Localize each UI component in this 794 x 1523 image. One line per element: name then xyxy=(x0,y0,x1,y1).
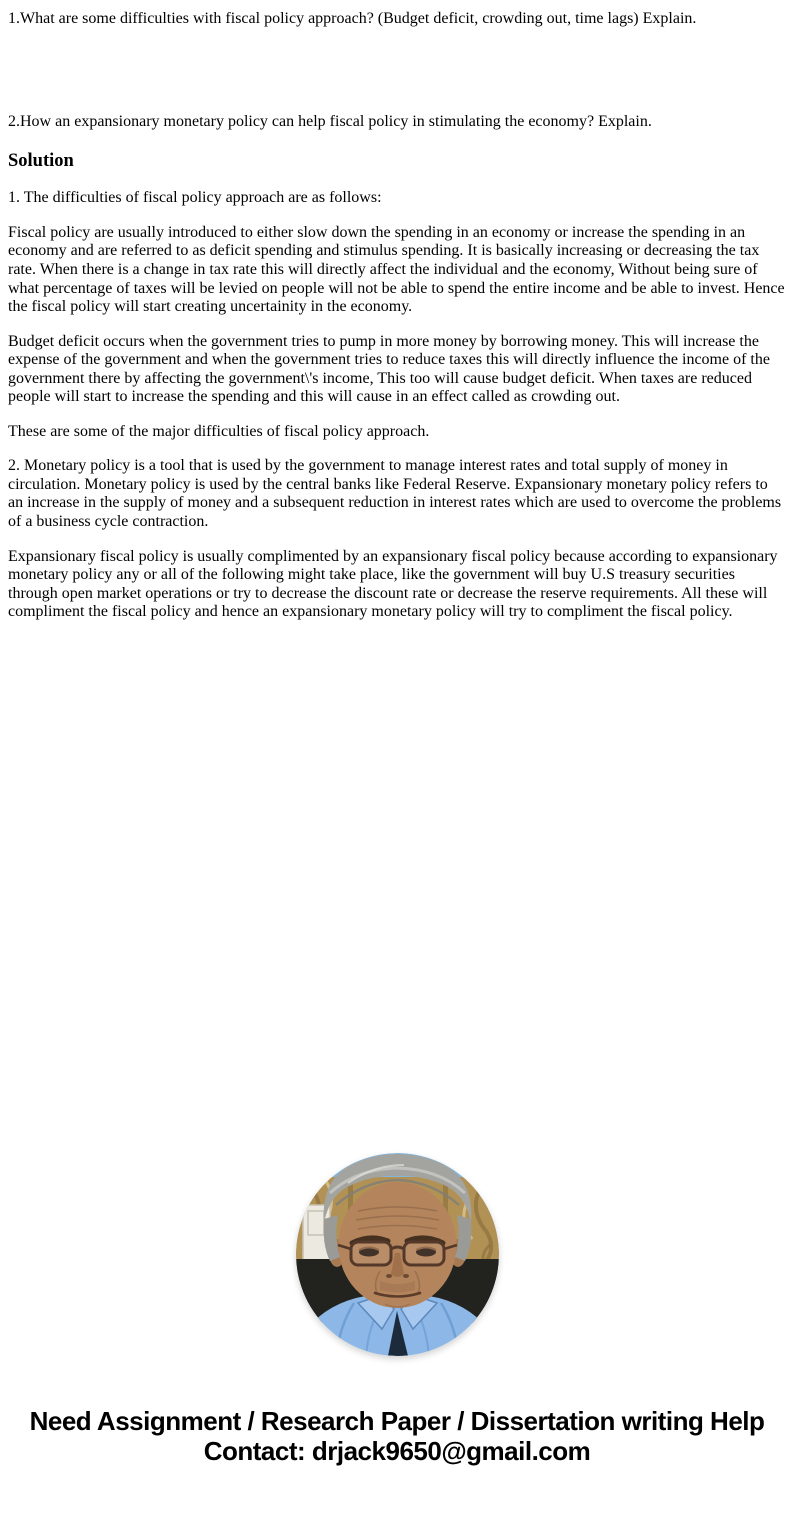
question-1: 1.What are some difficulties with fiscal policy approach? (Budget deficit, crowding out, time lags) Explain. xyxy=(8,10,697,27)
solution-heading: Solution xyxy=(8,151,74,172)
tutor-portrait-image xyxy=(296,1153,499,1356)
footer-ad xyxy=(12,1406,782,1466)
answer-paragraph-expansionary: Expansionary fiscal policy is usually complimented by an expansionary fiscal policy because according to expansionary monetary policy any or all of the following might take place, like the government will buy U.S treasury securities through open market operations or try to decrease the discount rate or decrease the reserve requirements. All these will compliment the fiscal policy and hence an expansionary monetary policy will try to compliment the fiscal policy. xyxy=(8,547,778,621)
tutor-photo xyxy=(296,1153,499,1356)
question-2: 2.How an expansionary monetary policy can help fiscal policy in stimulating the economy? Explain. xyxy=(8,112,652,130)
answer-paragraph-summary: These are some of the major difficulties of fiscal policy approach. xyxy=(8,422,430,440)
answer-intro: 1. The difficulties of fiscal policy approach are as follows: xyxy=(8,189,382,207)
answer-paragraph-budget-deficit: Budget deficit occurs when the government tries to pump in more money by borrowing money. This will increase the expense of the government and when the government tries to reduce taxes this will directly influence the income of the government there by affecting the government\'s income, This too will cause budget deficit. When taxes are reduced people will start to increase the spending and this will cause in an effect called as crowding out. xyxy=(8,332,770,406)
answer-paragraph-monetary-policy: 2. Monetary policy is a tool that is used by the government to manage interest rates and total supply of money in circulation. Monetary policy is used by the central banks like Federal Reserve. Expansionary monetary policy refers to an increase in the supply of money and a subsequent reduction in interest rates which are used to overcome the problems of a business cycle contraction. xyxy=(8,457,782,531)
footer-heading: Need Assignment / Research Paper / Dissertation writing Help xyxy=(29,1405,765,1436)
answer-paragraph-fiscal-policy: Fiscal policy are usually introduced to either slow down the spending in an economy or increase the spending in an economy and are referred to as deficit spending and stimulus spending. It is basically increasing or decreasing the tax rate. When there is a change in tax rate this will directly affect the individual and the economy, Without being sure of what percentage of taxes will be levied on people will not be able to spend the entire income and be able to invest. Hence the fiscal policy will start creating uncertainity in the economy. xyxy=(8,223,785,316)
footer-contact-email: Contact: drjack9650@gmail.com xyxy=(203,1435,591,1466)
